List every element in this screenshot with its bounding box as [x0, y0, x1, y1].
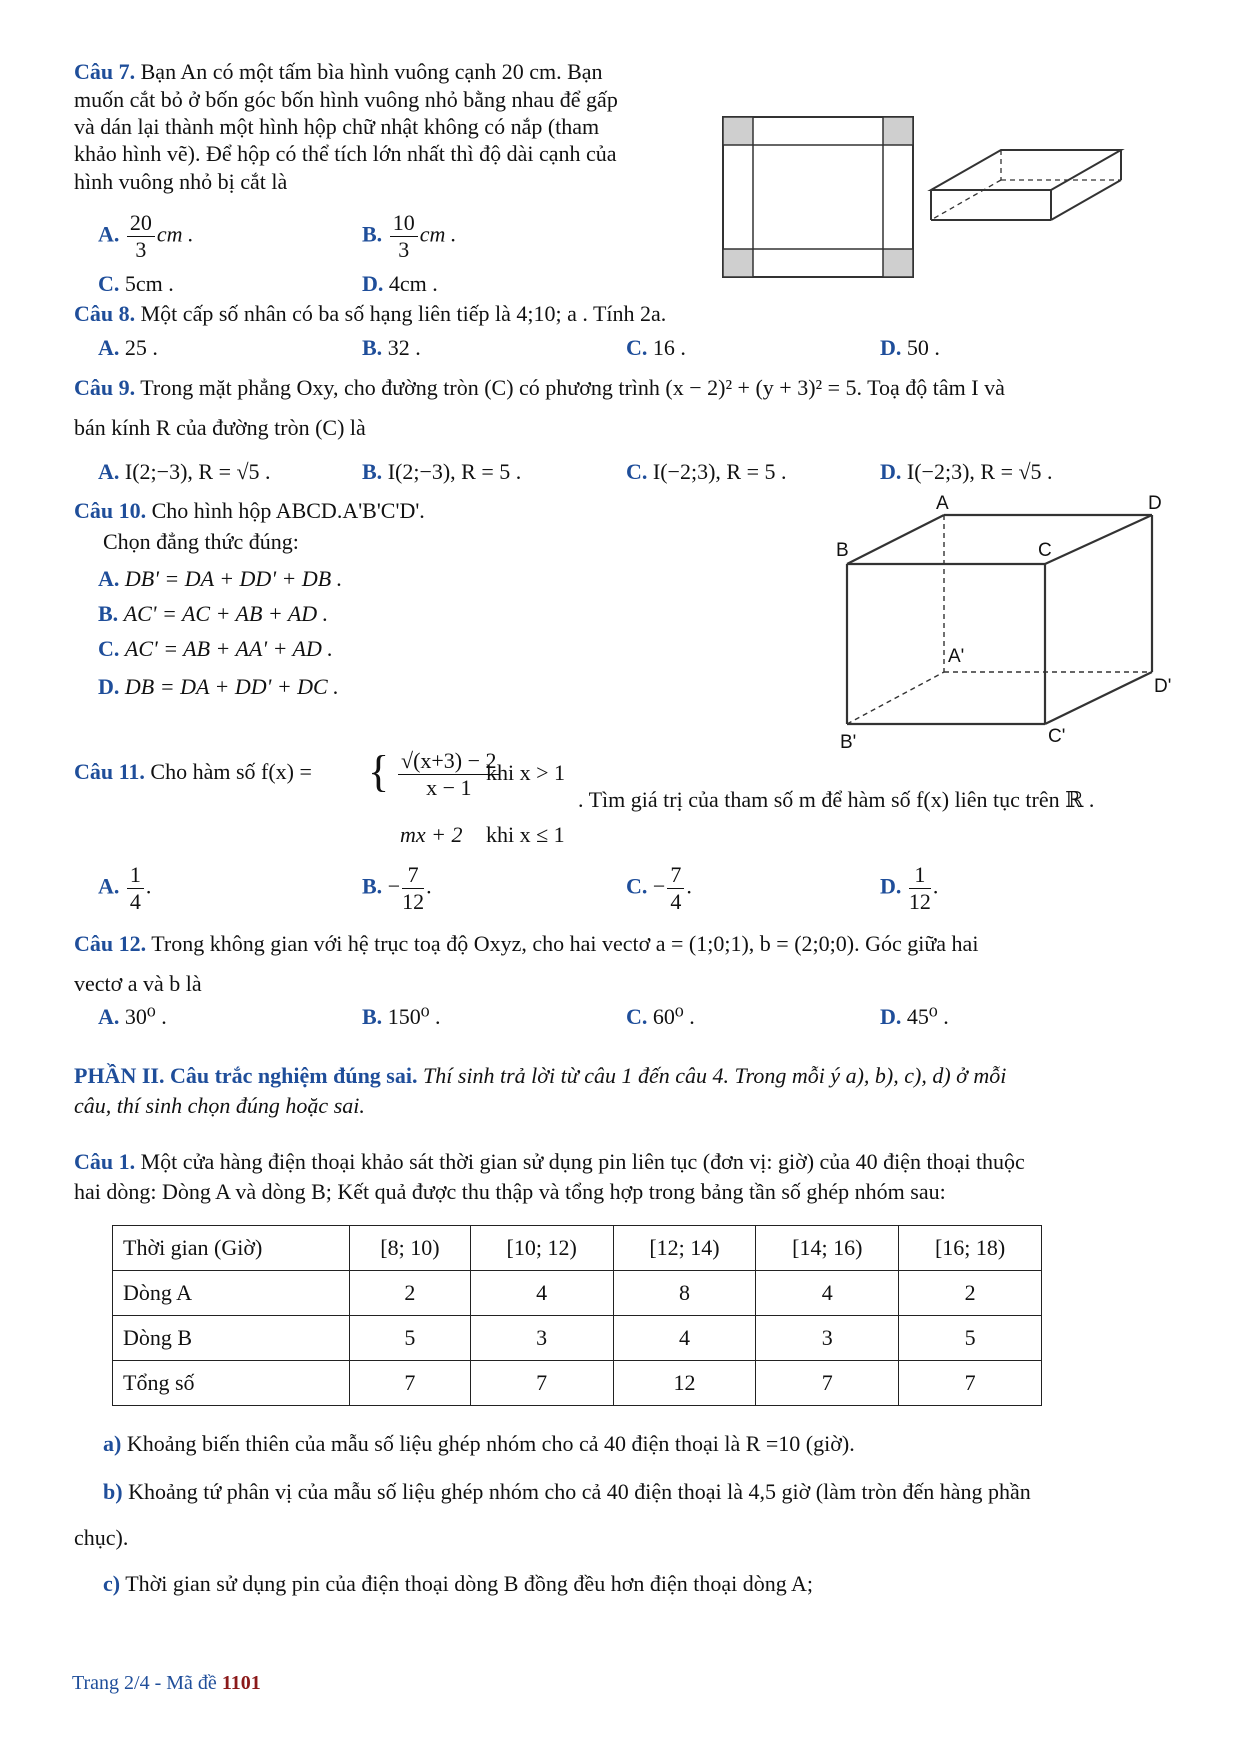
q7-option-a[interactable]: A. $\frac{20}{3}$ cm .	[98, 210, 194, 262]
q7-option-c[interactable]: C. 5cm .	[98, 271, 174, 296]
q7-option-b[interactable]: B. $\frac{10}{3}$ cm .	[362, 210, 457, 262]
q12-option-c[interactable]: C. 60⁰ .	[626, 1004, 695, 1029]
q11-case2-cond: khi x ≤ 1	[486, 822, 565, 847]
q9-line-1: Câu 9. Trong mặt phẳng Oxy, cho đường tròn (C) có phương trình (x − 2)² + (y + 3)² = 5. Toạ độ tâm I và	[74, 375, 1005, 400]
p2q1-line-1: Câu 1. Một cửa hàng điện thoại khảo sát thời gian sử dụng pin liên tục (đơn vị: giờ) của 40 điện thoại thuộc	[74, 1149, 1025, 1174]
q10-option-d[interactable]: D. DB = DA + DD' + DC .	[98, 674, 339, 699]
q11-option-a[interactable]: A. $\frac{1}{4}$ .	[98, 862, 152, 914]
p2q1-statement-c[interactable]: c) Thời gian sử dụng pin của điện thoại dòng B đồng đều hơn điện thoại dòng A;	[103, 1571, 813, 1596]
q7-line-3: và dán lại thành một hình hộp chữ nhật không có nắp (tham	[74, 114, 600, 139]
q10-option-a[interactable]: A. DB' = DA + DD' + DB .	[98, 566, 343, 591]
q8-question: Câu 8. Một cấp số nhân có ba số hạng liên tiếp là 4;10; a . Tính 2a.	[74, 301, 667, 326]
q11-case1-cond: khi x > 1	[486, 760, 566, 785]
vertex-d-label: D	[1148, 493, 1162, 514]
q10-label: Câu 10.	[74, 498, 147, 523]
part2-title: PHẦN II. Câu trắc nghiệm đúng sai.	[74, 1063, 418, 1088]
q10-option-c[interactable]: C. AC' = AB + AA' + AD .	[98, 636, 333, 661]
q10-prompt: Chọn đẳng thức đúng:	[103, 529, 299, 554]
q12-line-1: Câu 12. Trong không gian với hệ trục toạ độ Oxyz, cho hai vectơ a = (1;0;1), b = (2;0;0). Góc giữa hai	[74, 931, 979, 956]
part2-instructions-2: câu, thí sinh chọn đúng hoặc sai.	[74, 1093, 365, 1118]
p2q1-label: Câu 1.	[74, 1149, 136, 1174]
q9-option-b[interactable]: B. I(2;−3), R = 5 .	[362, 459, 522, 484]
q12-label: Câu 12.	[74, 931, 147, 956]
p2q1-statement-b-cont: chục).	[74, 1525, 129, 1550]
q7-line-5: hình vuông nhỏ bị cắt là	[74, 169, 288, 194]
cut-square-figure	[718, 112, 918, 282]
p2q1-statement-a[interactable]: a) Khoảng biến thiên của mẫu số liệu ghép nhóm cho cả 40 điện thoại là R =10 (giờ).	[103, 1431, 855, 1456]
q9-option-d[interactable]: D. I(−2;3), R = √5 .	[880, 459, 1053, 484]
vertex-b-label: B	[836, 540, 849, 561]
q9-option-c[interactable]: C. I(−2;3), R = 5 .	[626, 459, 787, 484]
p2q1-line-2: hai dòng: Dòng A và dòng B; Kết quả được thu thập và tổng hợp trong bảng tần số ghép nhóm sau:	[74, 1179, 946, 1204]
part2-heading	[74, 1062, 1006, 1090]
table-row: Tổng số 7 7 12 7 7	[113, 1361, 1042, 1406]
vertex-a1-label: A'	[948, 646, 965, 667]
vertex-a-label: A	[936, 493, 949, 514]
q8-option-a[interactable]: A. 25 .	[98, 335, 158, 360]
q9-option-a[interactable]: A. I(2;−3), R = √5 .	[98, 459, 271, 484]
part2-instructions: Thí sinh trả lời từ câu 1 đến câu 4. Trong mỗi ý a), b), c), d) ở mỗi	[422, 1063, 1007, 1088]
vertex-c-label: C	[1038, 540, 1052, 561]
parallelepiped-figure	[820, 492, 1180, 752]
q7-label: Câu 7.	[74, 59, 136, 84]
q11-tail: . Tìm giá trị của tham số m để hàm số f(x) liên tục trên ℝ .	[578, 787, 1095, 812]
q11-label: Câu 11.	[74, 759, 145, 784]
q7-line-4: khảo hình vẽ). Để hộp có thể tích lớn nhất thì độ dài cạnh của	[74, 141, 617, 166]
q7-line-2: muốn cắt bỏ ở bốn góc bốn hình vuông nhỏ bằng nhau để gấp	[74, 87, 618, 112]
q10-question: Câu 10. Cho hình hộp ABCD.A'B'C'D'.	[74, 498, 425, 523]
q8-option-b[interactable]: B. 32 .	[362, 335, 421, 360]
frequency-table	[112, 1225, 1042, 1406]
open-box-figure	[926, 140, 1126, 240]
q11-option-b[interactable]: B. − $\frac{7}{12}$ .	[362, 862, 432, 914]
p2q1-statement-b[interactable]: b) Khoảng tứ phân vị của mẫu số liệu ghép nhóm cho cả 40 điện thoại là 4,5 giờ (làm tròn đến hàng phần	[103, 1479, 1031, 1504]
q11-case2-expr: mx + 2	[400, 822, 463, 847]
q8-option-c[interactable]: C. 16 .	[626, 335, 686, 360]
q8-option-d[interactable]: D. 50 .	[880, 335, 940, 360]
vertex-d1-label: D'	[1154, 676, 1172, 697]
q11-option-d[interactable]: D. $\frac{1}{12}$ .	[880, 862, 939, 914]
q11-brace: {	[368, 747, 390, 796]
q11-case1-fraction: $\frac{√(x+3) - 2}{x - 1}$	[396, 748, 502, 801]
page-footer: Trang 2/4 - Mã đề 1101	[72, 1672, 261, 1694]
table-row: Dòng B 5 3 4 3 5	[113, 1316, 1042, 1361]
exam-code: 1101	[221, 1672, 261, 1694]
q10-option-b[interactable]: B. AC' = AC + AB + AD .	[98, 601, 329, 626]
q8-label: Câu 8.	[74, 301, 136, 326]
q11-question: Câu 11. Cho hàm số f(x) =	[74, 759, 312, 784]
q7-line-1: Câu 7. Bạn An có một tấm bìa hình vuông cạnh 20 cm. Bạn	[74, 59, 603, 84]
q9-label: Câu 9.	[74, 375, 136, 400]
q12-option-b[interactable]: B. 150⁰ .	[362, 1004, 441, 1029]
table-row: Dòng A 2 4 8 4 2	[113, 1271, 1042, 1316]
q12-option-d[interactable]: D. 45⁰ .	[880, 1004, 949, 1029]
vertex-b1-label: B'	[840, 732, 857, 752]
q7-option-d[interactable]: D. 4cm .	[362, 271, 438, 296]
q12-line-2: vectơ a và b là	[74, 971, 202, 996]
q9-line-2: bán kính R của đường tròn (C) là	[74, 415, 366, 440]
table-header-row: Thời gian (Giờ) [8; 10) [10; 12) [12; 14) [14; 16) [16; 18)	[113, 1226, 1042, 1271]
vertex-c1-label: C'	[1048, 726, 1066, 747]
q11-option-c[interactable]: C. − $\frac{7}{4}$ .	[626, 862, 692, 914]
q12-option-a[interactable]: A. 30⁰ .	[98, 1004, 167, 1029]
